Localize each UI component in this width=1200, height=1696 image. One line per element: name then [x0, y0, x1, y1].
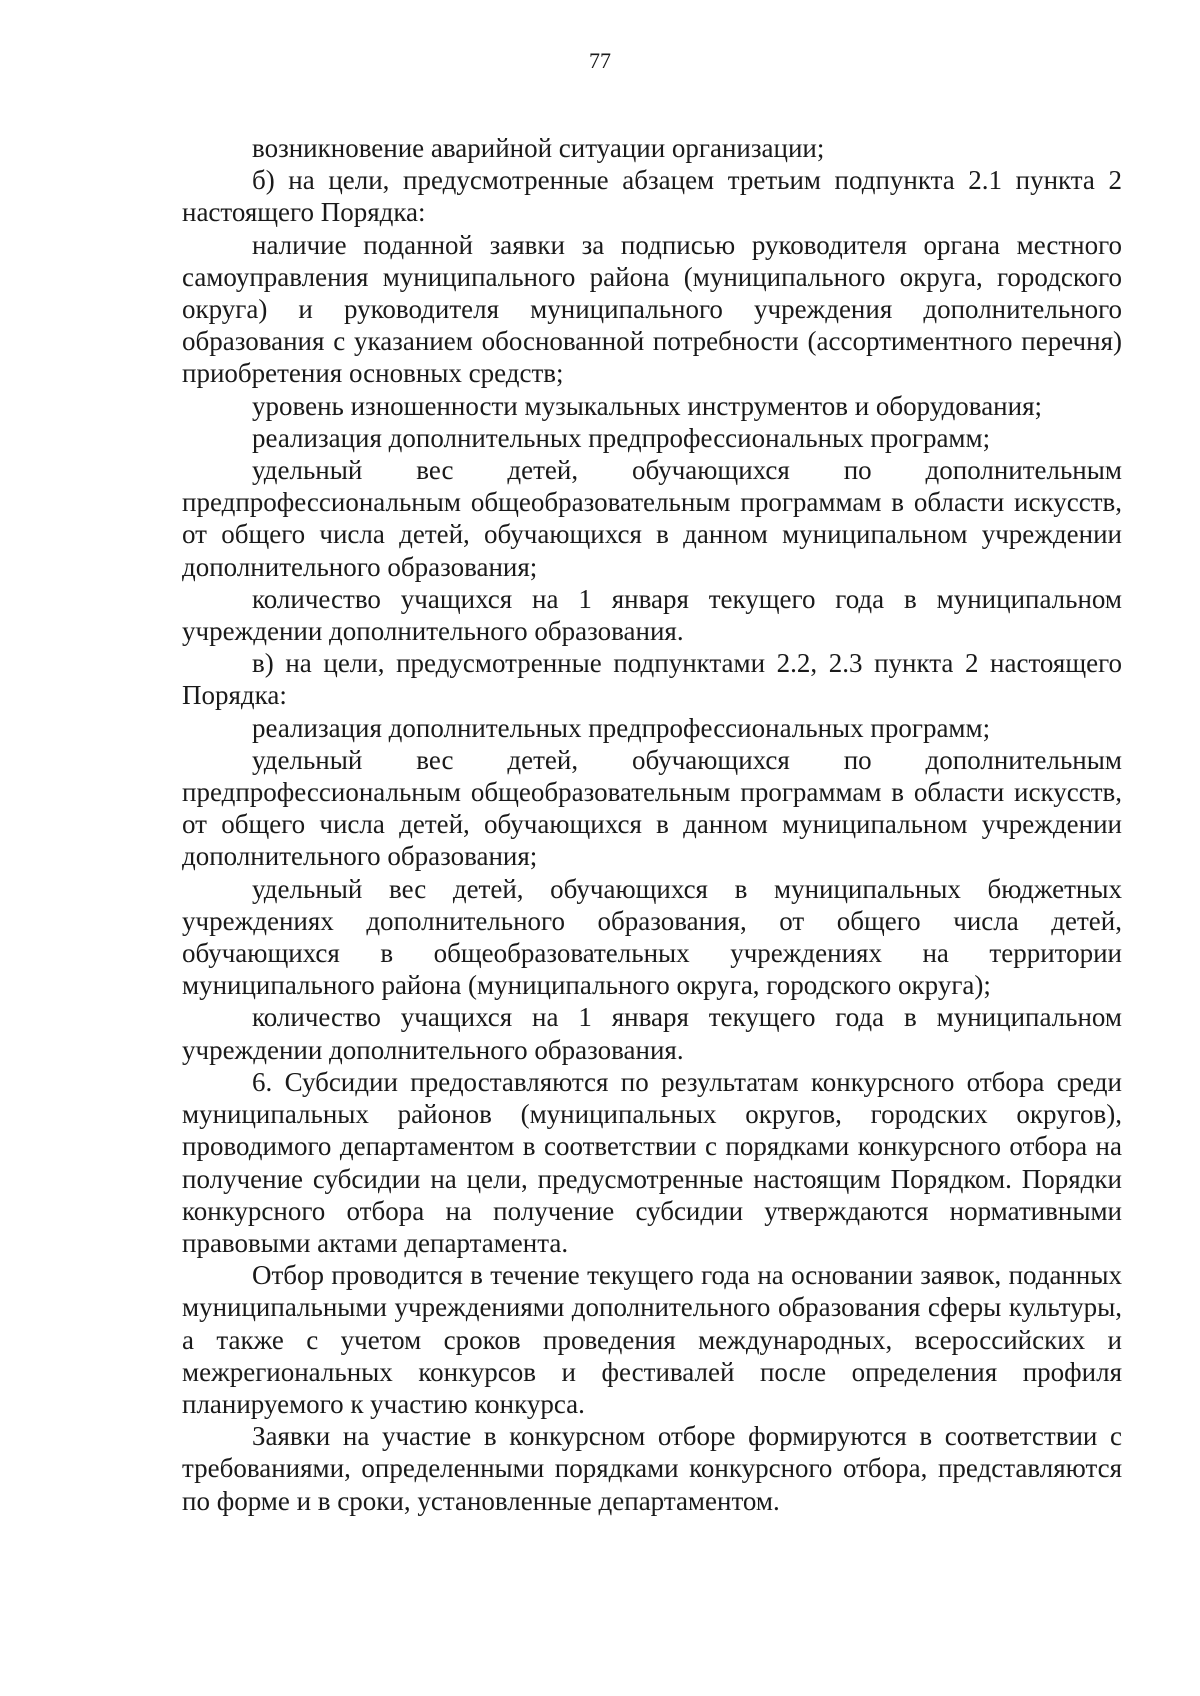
paragraph: количество учащихся на 1 января текущего года в муниципальном учреждении дополнительного образования. [182, 583, 1122, 647]
paragraph: удельный вес детей, обучающихся по дополнительным предпрофессиональным общеобразовательным программам в области искусств, от общего числа детей, обучающихся в данном муниципальном учреждении дополнительного образования; [182, 744, 1122, 872]
paragraph: возникновение аварийной ситуации организации; [252, 133, 825, 163]
paragraph: количество учащихся на 1 января текущего года в муниципальном учреждении дополнительного образования. [182, 1002, 1122, 1065]
paragraph: реализация дополнительных предпрофессиональных программ; [252, 712, 991, 743]
paragraph: удельный вес детей, обучающихся в муниципальных бюджетных учреждениях дополнительного образования, от общего числа детей, обучающихся в общеобразовательных учреждениях на территории муниципального района (муниципального округа, городского округа); [182, 873, 1122, 1001]
paragraph: 6. Субсидии предоставляются по результатам конкурсного отбора среди муниципальных районов (муниципальных округов, городских округов), проводимого департаментом в соответствии с порядками конкурсного отбора на получение субсидии на цели, предусмотренные настоящим Порядком. Порядки конкурсного отбора на получение субсидии утверждаются нормативными правовыми актами департамента. [182, 1066, 1122, 1258]
paragraph: б) на цели, предусмотренные абзацем третьим подпункта 2.1 пункта 2 настоящего Порядка: [182, 165, 1122, 228]
document-body [182, 132, 1122, 1517]
page-number: 77 [589, 48, 611, 73]
paragraph: наличие поданной заявки за подписью руководителя органа местного самоуправления муниципального района (муниципального округа, городского округа) и руководителя муниципального учреждения дополнительного образования с указанием обоснованной потребности (ассортиментного перечня) приобретения основных средств; [182, 229, 1122, 389]
paragraph: Отбор проводится в течение текущего года на основании заявок, поданных муниципальными учреждениями дополнительного образования сферы культуры, а также с учетом сроков проведения международных, всероссийских и межрегиональных конкурсов и фестивалей после определения профиля планируемого к участию конкурса. [182, 1260, 1122, 1419]
paragraph: уровень изношенности музыкальных инструментов и оборудования; [252, 390, 1043, 421]
paragraph: удельный вес детей, обучающихся по дополнительным предпрофессиональным общеобразовательным программам в области искусств, от общего числа детей, обучающихся в данном муниципальном учреждении дополнительного образования; [182, 455, 1122, 582]
paragraph: Заявки на участие в конкурсном отборе формируются в соответствии с требованиями, определенными порядками конкурсного отбора, представляются по форме и в сроки, установленные департаментом. [182, 1421, 1122, 1516]
paragraph: реализация дополнительных предпрофессиональных программ; [252, 422, 991, 453]
paragraph: в) на цели, предусмотренные подпунктами 2.2, 2.3 пункта 2 настоящего Порядка: [182, 648, 1122, 711]
